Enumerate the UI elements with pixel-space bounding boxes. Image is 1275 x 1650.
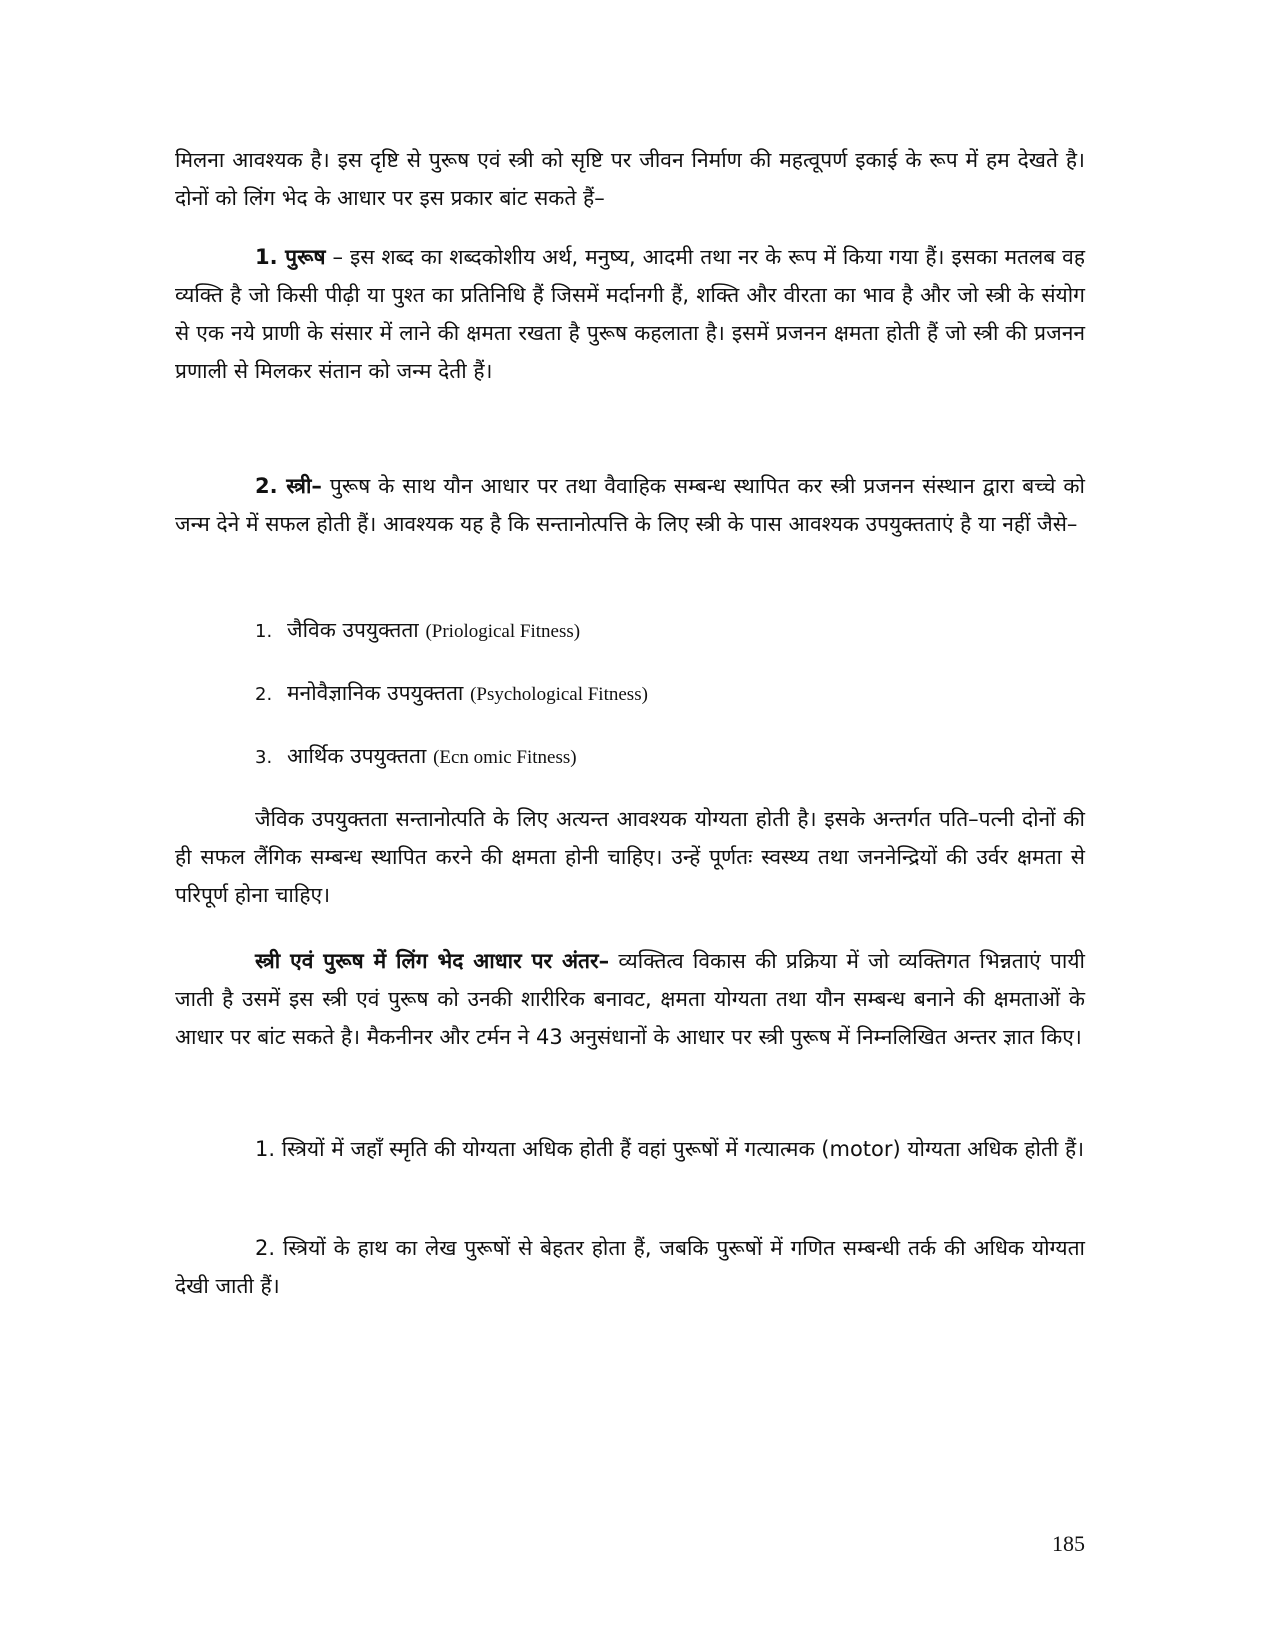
list-english-text: (Psychological Fitness)	[470, 684, 648, 705]
gender-difference-heading: स्त्री एवं पुरूष में लिंग भेद आधार पर अंतर–	[255, 949, 610, 973]
biological-fitness-paragraph: जैविक उपयुक्तता सन्तानोत्पति के लिए अत्यन्त आवश्यक योग्यता होती है। इसके अन्तर्गत पति–पत्नी दोनों की ही सफल लैंगिक सम्बन्ध स्थापित करने की क्षमता होनी चाहिए। उन्हें पूर्णतः स्वस्थ्य तथा जननेन्द्रियों की उर्वर क्षमता से परिपूर्ण होना चाहिए।	[175, 807, 1085, 907]
list-number: 2.	[255, 684, 273, 705]
fitness-list-item	[255, 614, 580, 648]
difference-point-1: 1. स्त्रियों में जहाँ स्मृति की योग्यता अधिक होती हैं वहां पुरूषों में गत्यात्मक (motor) योग्यता अधिक होती हैं।	[255, 1137, 1085, 1161]
list-english-text: (Priological Fitness)	[425, 621, 581, 642]
female-heading: 2. स्त्री–	[255, 474, 322, 498]
male-heading: 1. पुरूष	[255, 245, 326, 269]
list-number: 3.	[255, 747, 273, 768]
list-hindi-text: मनोवैज्ञानिक उपयुक्तता	[287, 681, 471, 705]
list-hindi-text: आर्थिक उपयुक्तता	[287, 744, 434, 768]
list-hindi-text: जैविक उपयुक्तता	[287, 618, 426, 642]
female-definition-text: पुरूष के साथ यौन आधार पर तथा वैवाहिक सम्बन्ध स्थापित कर स्त्री प्रजनन संस्थान द्वारा बच्चे को जन्म देने में सफल होती हैं। आवश्यक यह है कि सन्तानोत्पत्ति के लिए स्त्री के पास आवश्यक उपयुक्तताएं है या नहीं जैसे–	[175, 474, 1085, 536]
fitness-list-item	[255, 740, 577, 774]
female-definition-paragraph	[175, 467, 1085, 543]
male-definition-paragraph	[175, 238, 1085, 390]
fitness-list-item	[255, 677, 648, 711]
intro-paragraph: मिलना आवश्यक है। इस दृष्टि से पुरूष एवं स्त्री को सृष्टि पर जीवन निर्माण की महत्वूपर्ण इकाई के रूप में हम देखते है। दोनों को लिंग भेद के आधार पर इस प्रकार बांट सकते हैं–	[175, 148, 1085, 210]
document-page	[175, 0, 1085, 1650]
list-english-text: (Ecn omic Fitness)	[433, 747, 577, 768]
page-number: 185	[1052, 1531, 1085, 1556]
gender-difference-text: व्यक्तित्व विकास की प्रक्रिया में जो व्यक्तिगत भिन्नताएं पायी जाती है उसमें इस स्त्री एवं पुरूष को उनकी शारीरिक बनावट, क्षमता योग्यता तथा यौन सम्बन्ध बनाने की क्षमताओं के आधार पर बांट सकते है। मैकनीनर और टर्मन ने 43 अनुसंधानों के आधार पर स्त्री पुरूष में निम्नलिखित अन्तर ज्ञात किए।	[175, 949, 1085, 1049]
male-definition-text: – इस शब्द का शब्दकोशीय अर्थ, मनुष्य, आदमी तथा नर के रूप में किया गया हैं। इसका मतलब वह व्यक्ति है जो किसी पीढ़ी या पुश्त का प्रतिनिधि हैं जिसमें मर्दानगी हैं, शक्ति और वीरता का भाव है और जो स्त्री के संयोग से एक नये प्राणी के संसार में लाने की क्षमता रखता है पुरूष कहलाता है। इसमें प्रजनन क्षमता होती हैं जो स्त्री की प्रजनन प्रणाली से मिलकर संतान को जन्म देती हैं।	[175, 245, 1085, 383]
difference-point-2: 2. स्त्रियों के हाथ का लेख पुरूषों से बेहतर होता हैं, जबकि पुरूषों में गणित सम्बन्धी तर्क की अधिक योग्यता देखी जाती हैं।	[175, 1236, 1085, 1298]
gender-difference-paragraph	[175, 942, 1085, 1056]
list-number: 1.	[255, 621, 273, 642]
